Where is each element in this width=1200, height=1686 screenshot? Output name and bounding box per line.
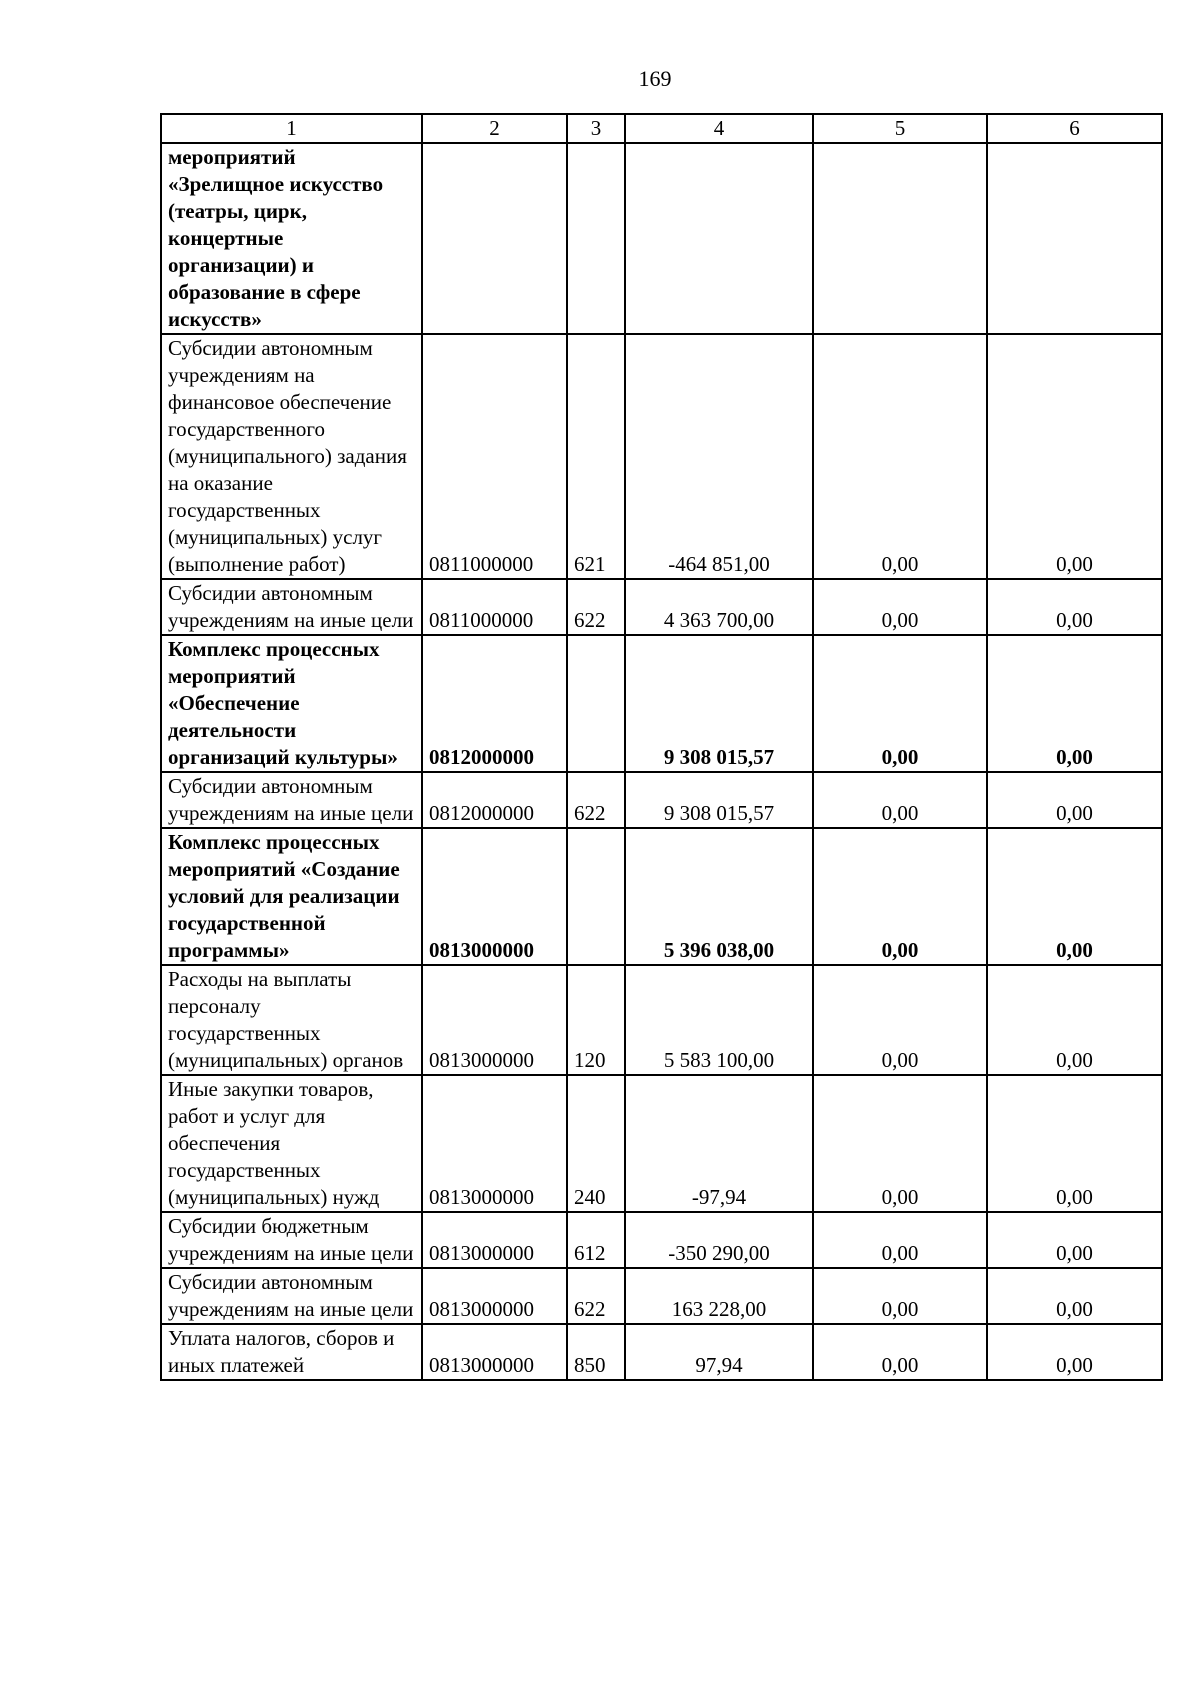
amount-col4-cell: -350 290,00 bbox=[625, 1212, 813, 1268]
amount-col6-cell: 0,00 bbox=[987, 1324, 1162, 1380]
amount-col6-cell: 0,00 bbox=[987, 772, 1162, 828]
row-name-cell: Субсидии автономным учреждениям на иные цели bbox=[161, 772, 422, 828]
budget-table bbox=[160, 113, 1163, 1381]
amount-col5-cell: 0,00 bbox=[813, 1268, 987, 1324]
amount-col5-cell: 0,00 bbox=[813, 334, 987, 579]
amount-col4-cell: 9 308 015,57 bbox=[625, 772, 813, 828]
amount-col5-cell: 0,00 bbox=[813, 965, 987, 1075]
column-header: 2 bbox=[422, 114, 567, 143]
row-name-cell: Уплата налогов, сборов и иных платежей bbox=[161, 1324, 422, 1380]
row-name-cell: Иные закупки товаров, работ и услуг для обеспечения государственных (муниципальных) нужд bbox=[161, 1075, 422, 1212]
amount-col5-cell: 0,00 bbox=[813, 1075, 987, 1212]
table-row bbox=[161, 635, 1162, 772]
target-article-code-cell: 0811000000 bbox=[422, 334, 567, 579]
table-row bbox=[161, 828, 1162, 965]
amount-col4-cell: 5 583 100,00 bbox=[625, 965, 813, 1075]
amount-col5-cell: 0,00 bbox=[813, 635, 987, 772]
table-body bbox=[161, 143, 1162, 1380]
amount-col4-cell: 5 396 038,00 bbox=[625, 828, 813, 965]
target-article-code-cell: 0813000000 bbox=[422, 965, 567, 1075]
amount-col5-cell: 0,00 bbox=[813, 579, 987, 635]
amount-col4-cell: 9 308 015,57 bbox=[625, 635, 813, 772]
expense-type-code-cell: 622 bbox=[567, 772, 625, 828]
amount-col6-cell: 0,00 bbox=[987, 1212, 1162, 1268]
column-header: 4 bbox=[625, 114, 813, 143]
target-article-code-cell: 0813000000 bbox=[422, 1268, 567, 1324]
amount-col5-cell: 0,00 bbox=[813, 1212, 987, 1268]
table-row bbox=[161, 1268, 1162, 1324]
amount-col6-cell: 0,00 bbox=[987, 1075, 1162, 1212]
amount-col5-cell bbox=[813, 143, 987, 334]
amount-col5-cell: 0,00 bbox=[813, 772, 987, 828]
amount-col6-cell: 0,00 bbox=[987, 334, 1162, 579]
target-article-code-cell: 0813000000 bbox=[422, 1212, 567, 1268]
column-header: 5 bbox=[813, 114, 987, 143]
expense-type-code-cell: 240 bbox=[567, 1075, 625, 1212]
target-article-code-cell: 0812000000 bbox=[422, 635, 567, 772]
amount-col6-cell: 0,00 bbox=[987, 828, 1162, 965]
column-header: 6 bbox=[987, 114, 1162, 143]
expense-type-code-cell: 612 bbox=[567, 1212, 625, 1268]
expense-type-code-cell bbox=[567, 143, 625, 334]
amount-col4-cell: -97,94 bbox=[625, 1075, 813, 1212]
column-header: 1 bbox=[161, 114, 422, 143]
target-article-code-cell: 0811000000 bbox=[422, 579, 567, 635]
amount-col4-cell: 4 363 700,00 bbox=[625, 579, 813, 635]
page-number: 169 bbox=[638, 66, 672, 91]
table-row bbox=[161, 965, 1162, 1075]
row-name-cell: Субсидии бюджетным учреждениям на иные цели bbox=[161, 1212, 422, 1268]
table-row bbox=[161, 1212, 1162, 1268]
amount-col4-cell bbox=[625, 143, 813, 334]
amount-col5-cell: 0,00 bbox=[813, 828, 987, 965]
amount-col6-cell: 0,00 bbox=[987, 579, 1162, 635]
amount-col6-cell: 0,00 bbox=[987, 965, 1162, 1075]
amount-col4-cell: 163 228,00 bbox=[625, 1268, 813, 1324]
expense-type-code-cell bbox=[567, 635, 625, 772]
target-article-code-cell: 0812000000 bbox=[422, 772, 567, 828]
row-name-cell: Субсидии автономным учреждениям на финансовое обеспечение государственного (муниципального) задания на оказание государственных (муниципальных) услуг (выполнение работ) bbox=[161, 334, 422, 579]
row-name-cell: Комплекс процессных мероприятий «Создание условий для реализации государственной программы» bbox=[161, 828, 422, 965]
table-row bbox=[161, 1324, 1162, 1380]
amount-col4-cell: 97,94 bbox=[625, 1324, 813, 1380]
row-name-cell: мероприятий «Зрелищное искусство (театры, цирк, концертные организации) и образование в сфере искусств» bbox=[161, 143, 422, 334]
target-article-code-cell: 0813000000 bbox=[422, 1324, 567, 1380]
expense-type-code-cell: 622 bbox=[567, 579, 625, 635]
table-row bbox=[161, 334, 1162, 579]
column-header: 3 bbox=[567, 114, 625, 143]
target-article-code-cell bbox=[422, 143, 567, 334]
table-row bbox=[161, 1075, 1162, 1212]
amount-col6-cell bbox=[987, 143, 1162, 334]
table-row bbox=[161, 579, 1162, 635]
amount-col5-cell: 0,00 bbox=[813, 1324, 987, 1380]
table-header-row bbox=[161, 114, 1162, 143]
row-name-cell: Субсидии автономным учреждениям на иные цели bbox=[161, 579, 422, 635]
row-name-cell: Расходы на выплаты персоналу государственных (муниципальных) органов bbox=[161, 965, 422, 1075]
target-article-code-cell: 0813000000 bbox=[422, 828, 567, 965]
target-article-code-cell: 0813000000 bbox=[422, 1075, 567, 1212]
expense-type-code-cell bbox=[567, 828, 625, 965]
expense-type-code-cell: 621 bbox=[567, 334, 625, 579]
row-name-cell: Субсидии автономным учреждениям на иные цели bbox=[161, 1268, 422, 1324]
row-name-cell: Комплекс процессных мероприятий «Обеспечение деятельности организаций культуры» bbox=[161, 635, 422, 772]
expense-type-code-cell: 622 bbox=[567, 1268, 625, 1324]
amount-col4-cell: -464 851,00 bbox=[625, 334, 813, 579]
table-row bbox=[161, 772, 1162, 828]
expense-type-code-cell: 120 bbox=[567, 965, 625, 1075]
amount-col6-cell: 0,00 bbox=[987, 1268, 1162, 1324]
amount-col6-cell: 0,00 bbox=[987, 635, 1162, 772]
expense-type-code-cell: 850 bbox=[567, 1324, 625, 1380]
table-row bbox=[161, 143, 1162, 334]
